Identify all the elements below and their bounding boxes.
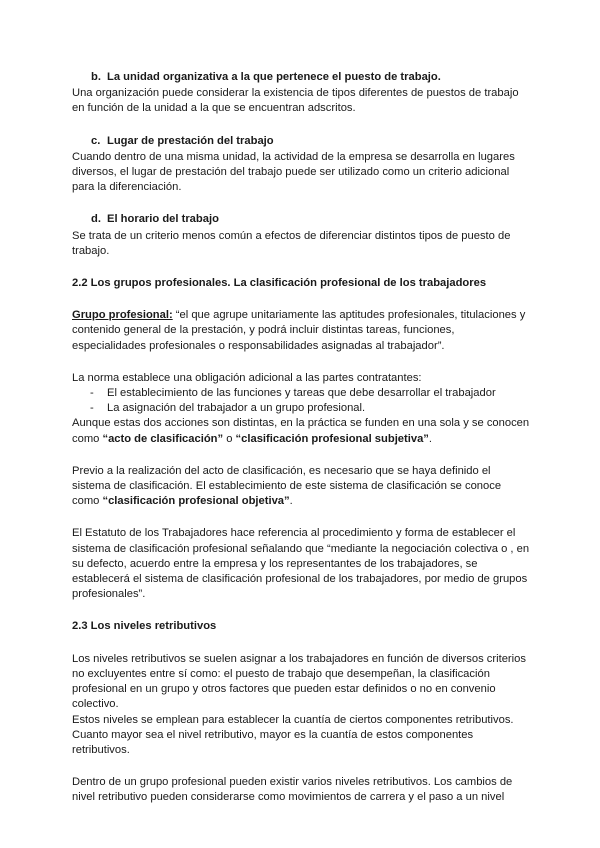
section-2-3-title: 2.3 Los niveles retributivos [72,620,217,633]
term-acto-clasificacion: “acto de clasificación” [102,432,224,445]
merge-text: . [428,432,433,445]
statute-paragraph: El Estatuto de los Trabajadores hace referencia al procedimiento y forma de establecer el sistema de clasificación profesional señalando que “mediante la negociación colectiva o , en su defecto, acuerdo entre la empresa y los representantes de los trabajadores, se establecerá el sistema de clasificación profesional de los trabajadores, por medio de grupos profesionales”. [72,527,530,601]
list-item: - La asignación del trabajador a un grupo profesional. [90,401,530,416]
niveles-paragraph-2: Estos niveles se emplean para establecer la cuantía de ciertos componentes retributivos. Cuanto mayor sea el nivel retributivo, mayor es la cuantía de estos componentes retributivos. [72,713,514,756]
merge-paragraph [72,416,530,446]
niveles-paragraph-1: Los niveles retributivos se suelen asignar a los trabajadores en función de diversos criterios no excluyentes entre sí como: el puesto de trabajo que desempeñan, la clasificación profesional en un grupo y otros factores que pueden estar definidos o no en convenio colectivo. [72,652,526,711]
prior-paragraph [72,464,530,510]
subheading-d-text: El horario del trabajo [107,213,219,226]
paragraph-d: Se trata de un criterio menos común a efectos de diferenciar distintos tipos de puesto de trabajo. [72,229,511,257]
subheading-b-letter: b. [91,71,101,83]
definition-paragraph [72,308,530,354]
niveles-paragraph-3: Dentro de un grupo profesional pueden existir varios niveles retributivos. Los cambios de nivel retributivo pueden considerarse como movimientos de carrera y el paso a un nivel [72,776,513,804]
subheading-b [91,70,530,85]
term-clasificacion-subjetiva: “clasificación profesional subjetiva” [235,432,429,445]
list-item: - El establecimiento de las funciones y tareas que debe desarrollar el trabajador [90,386,530,401]
definition-text: “el que agrupe unitariamente las aptitudes profesionales, titulaciones y contenido general de la prestación, y podrá incluir distintas tareas, funciones, especialidades profesionales o responsabilidades asignadas al trabajador”. [72,309,526,352]
subheading-c-text: Lugar de prestación del trabajo [107,134,274,147]
subheading-d [91,212,530,227]
subheading-c [91,134,530,149]
paragraph-c: Cuando dentro de una misma unidad, la actividad de la empresa se desarrolla en lugares diversos, el lugar de prestación del trabajo puede ser utilizado como un criterio adicional para la diferenciación. [72,150,515,194]
subheading-d-letter: d. [91,213,101,226]
paragraph-b: Una organización puede considerar la existencia de tipos diferentes de puestos de trabajo en función de la unidad a la que se encuentran adscritos. [72,87,519,115]
prior-text: . [289,495,293,508]
obligation-list [72,386,530,416]
obligation-intro: La norma establece una obligación adicional a las partes contratantes: [72,371,422,384]
merge-text: Aunque estas dos acciones son distintas, en la práctica se funden en una sola y se conocen como [72,417,530,445]
term-clasificacion-objetiva: “clasificación profesional objetiva” [102,495,290,508]
document-body [72,70,530,806]
section-2-2-title: 2.2 Los grupos profesionales. La clasificación profesional de los trabajadores [72,277,487,290]
subheading-c-letter: c. [91,134,101,147]
subheading-b-text: La unidad organizativa a la que pertenece el puesto de trabajo. [107,71,441,83]
prior-text: Previo a la realización del acto de clasificación, es necesario que se haya definido el sistema de clasificación. El establecimiento de este sistema de clasificación se conoce como [72,464,502,508]
definition-term: Grupo profesional: [72,309,173,322]
merge-text: o [223,432,236,445]
